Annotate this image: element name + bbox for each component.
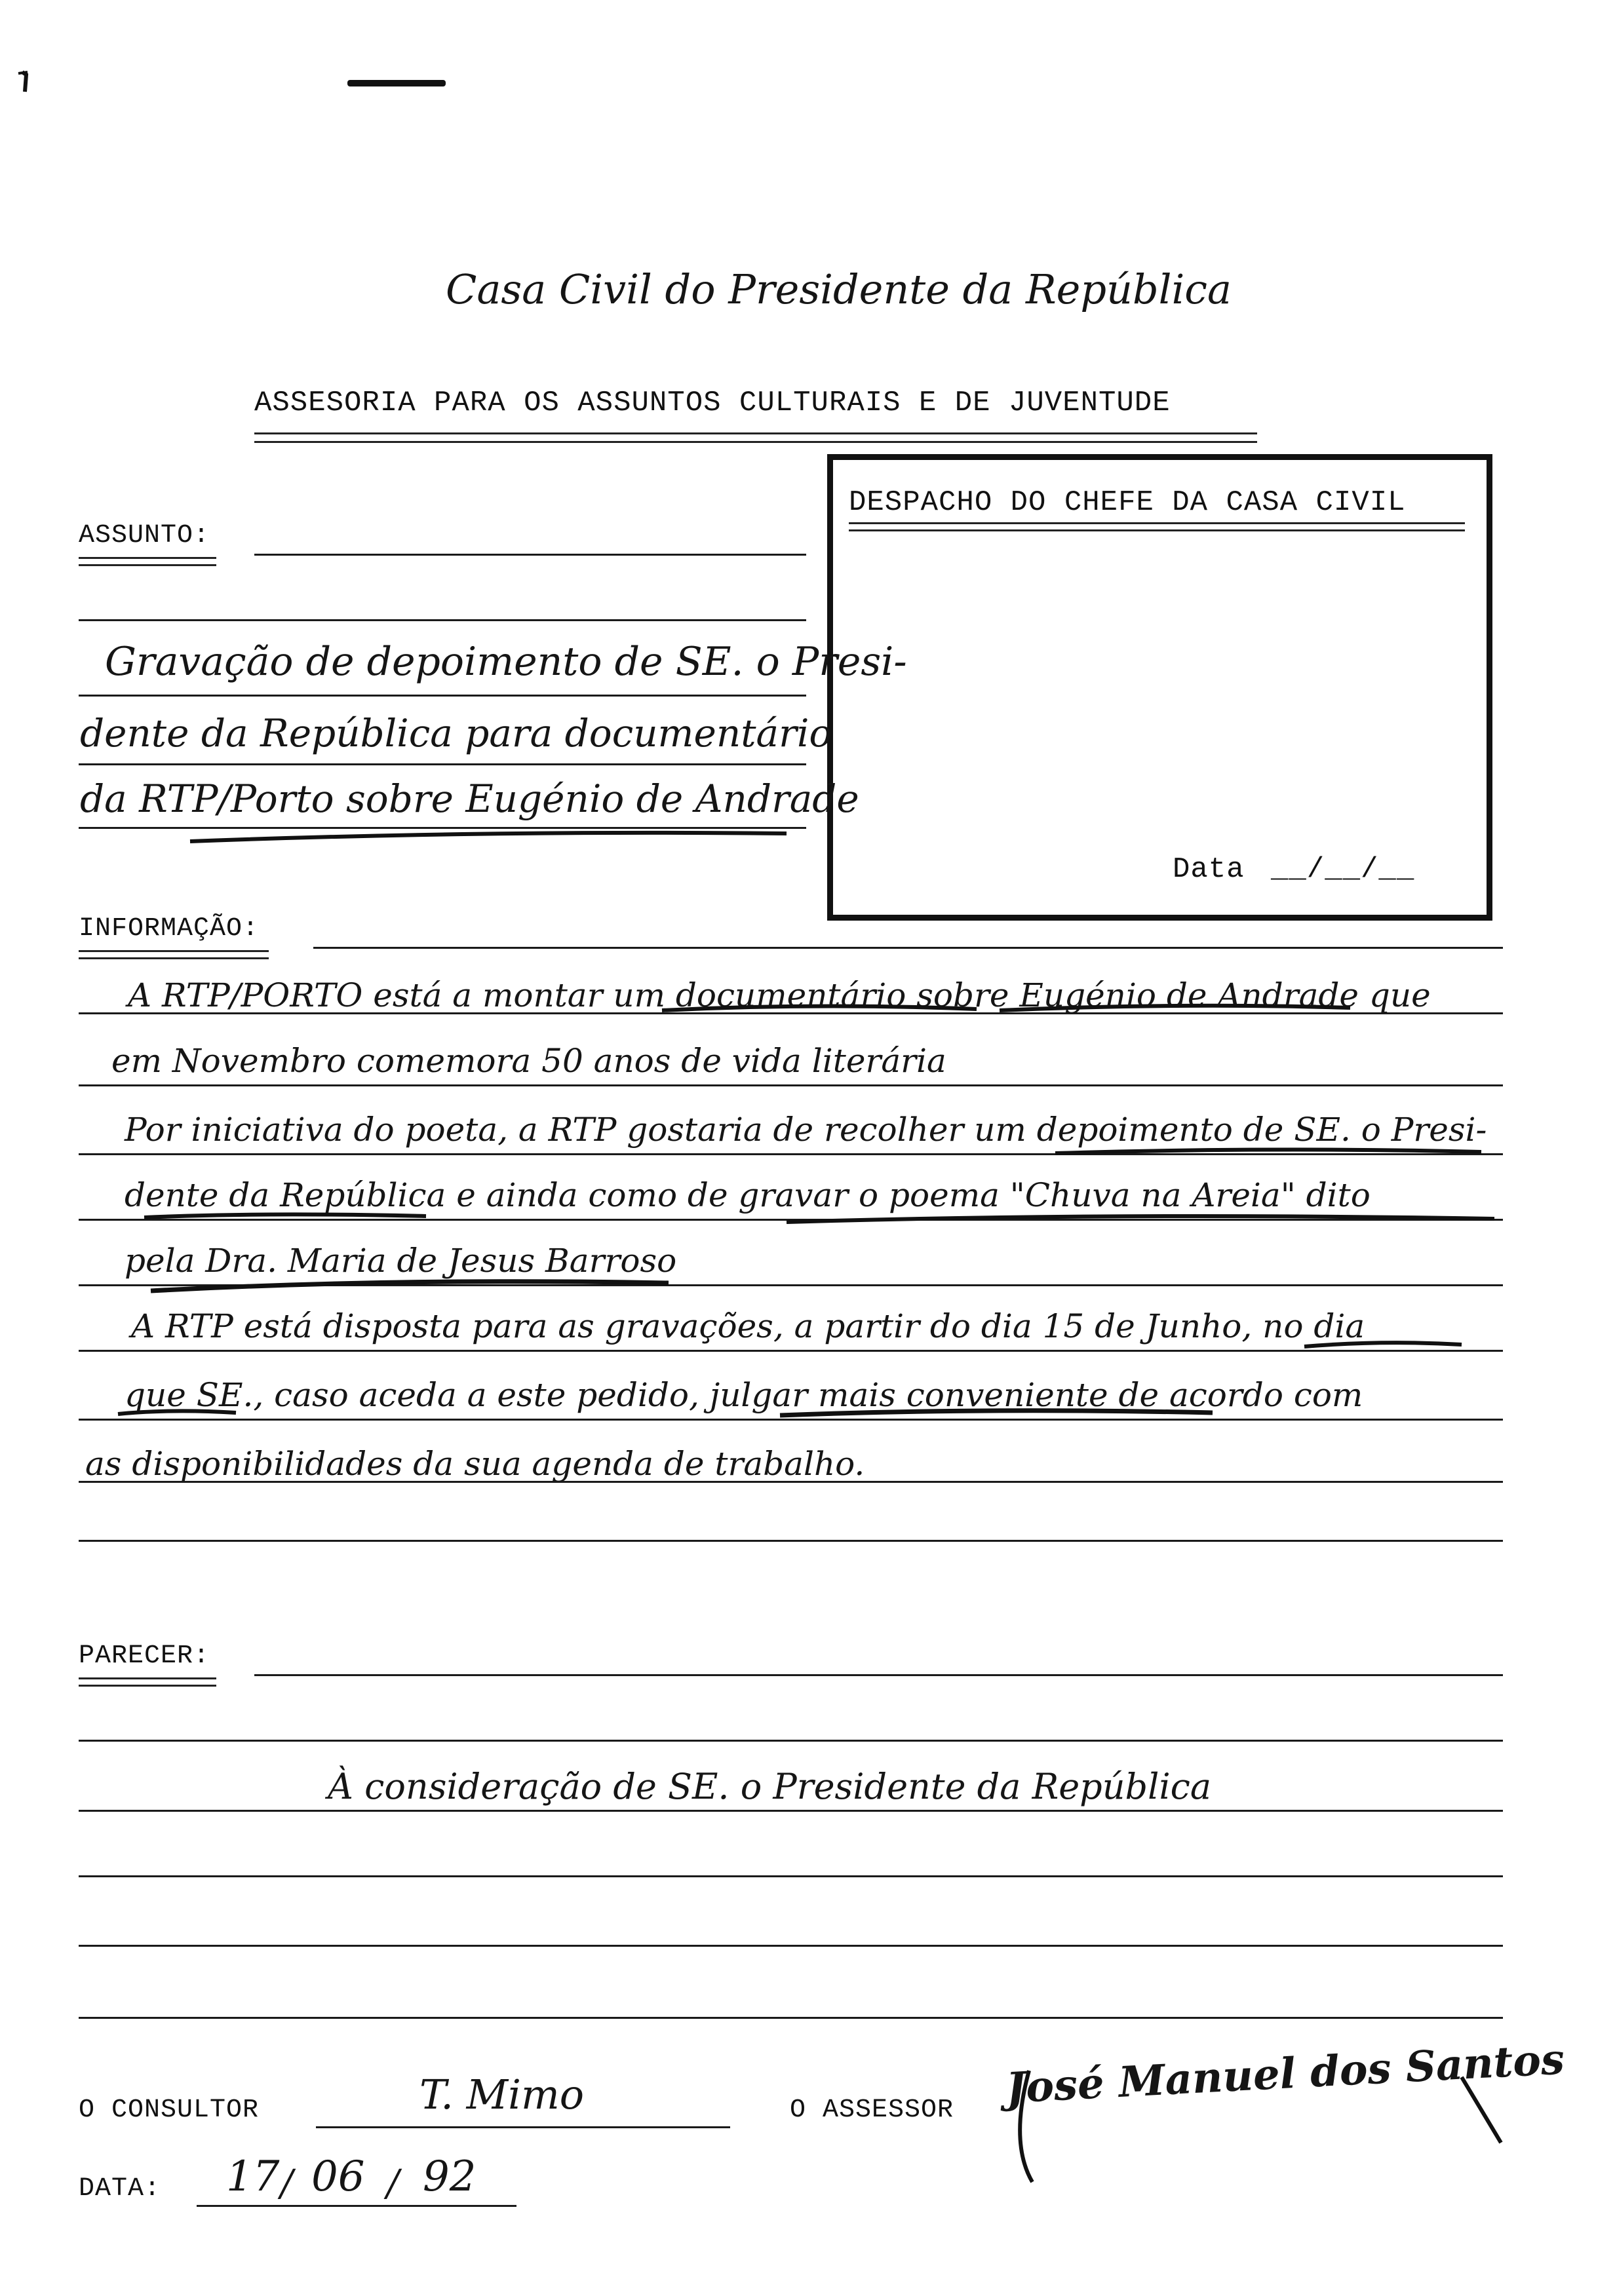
assunto-text-3: da RTP/Porto sobre Eugénio de Andrade — [80, 776, 859, 821]
despacho-date-label: Data — [1173, 853, 1245, 886]
department-title: ASSESORIA PARA OS ASSUNTOS CULTURAIS E DE JUVENTUDE — [254, 387, 1171, 419]
assunto-text-2: dente da República para documentário — [80, 711, 832, 756]
parecer-label-underline — [79, 1677, 216, 1687]
date-day: 17 — [226, 2152, 280, 2201]
informacao-label: INFORMAÇÃO: — [79, 914, 260, 944]
info-text-5: pela Dra. Maria de Jesus Barroso — [125, 1242, 677, 1280]
info-text-6: A RTP está disposta para as gravações, a partir do dia 15 de Junho, no dia — [131, 1307, 1365, 1345]
info-text-3: Por iniciativa do poeta, a RTP gostaria de recolher um depoimento de SE. o Presi- — [125, 1111, 1487, 1149]
info-text-7: que SE., caso aceda a este pedido, julgar mais conveniente de acordo com — [125, 1376, 1363, 1414]
parecer-line-1 — [79, 1740, 1503, 1742]
parecer-line-0 — [254, 1674, 1503, 1676]
parecer-line-4 — [79, 1945, 1503, 1947]
parecer-line-2 — [79, 1810, 1503, 1812]
letterhead: Casa Civil do Presidente da República — [446, 265, 1232, 313]
assessor-signature-flourish — [1003, 2064, 1501, 2195]
despacho-title: DESPACHO DO CHEFE DA CASA CIVIL — [849, 486, 1406, 519]
date-sep-2: / — [387, 2162, 399, 2205]
date-month: 06 — [311, 2152, 365, 2201]
date-line — [197, 2205, 516, 2207]
despacho-date-field[interactable]: __/__/__ — [1271, 853, 1415, 886]
consultor-label: O CONSULTOR — [79, 2095, 260, 2125]
date-label: DATA: — [79, 2174, 161, 2204]
date-sep-1: / — [281, 2162, 293, 2205]
assunto-text-1: Gravação de depoimento de SE. o Presi- — [105, 639, 907, 685]
info-text-4: dente da República e ainda como de gravar o poema "Chuva na Areia" dito — [125, 1176, 1371, 1214]
assunto-label: ASSUNTO: — [79, 521, 210, 550]
info-text-2: em Novembro comemora 50 anos de vida literária — [111, 1042, 946, 1080]
parecer-line-3 — [79, 1875, 1503, 1877]
date-year: 92 — [423, 2152, 477, 2201]
parecer-line-5 — [79, 2017, 1503, 2019]
consultor-line — [316, 2126, 730, 2128]
assessor-signature: José Manuel dos Santos — [1005, 2035, 1566, 2113]
parecer-text: À consideração de SE. o Presidente da República — [328, 1766, 1212, 1807]
assessor-label: O ASSESSOR — [790, 2095, 954, 2125]
parecer-label: PARECER: — [79, 1641, 210, 1671]
consultor-signature: T. Mimo — [419, 2071, 585, 2118]
info-text-1: A RTP/PORTO está a montar um documentário sobre Eugénio de Andrade que — [128, 976, 1431, 1014]
info-text-8: as disponibilidades da sua agenda de trabalho. — [85, 1445, 865, 1483]
